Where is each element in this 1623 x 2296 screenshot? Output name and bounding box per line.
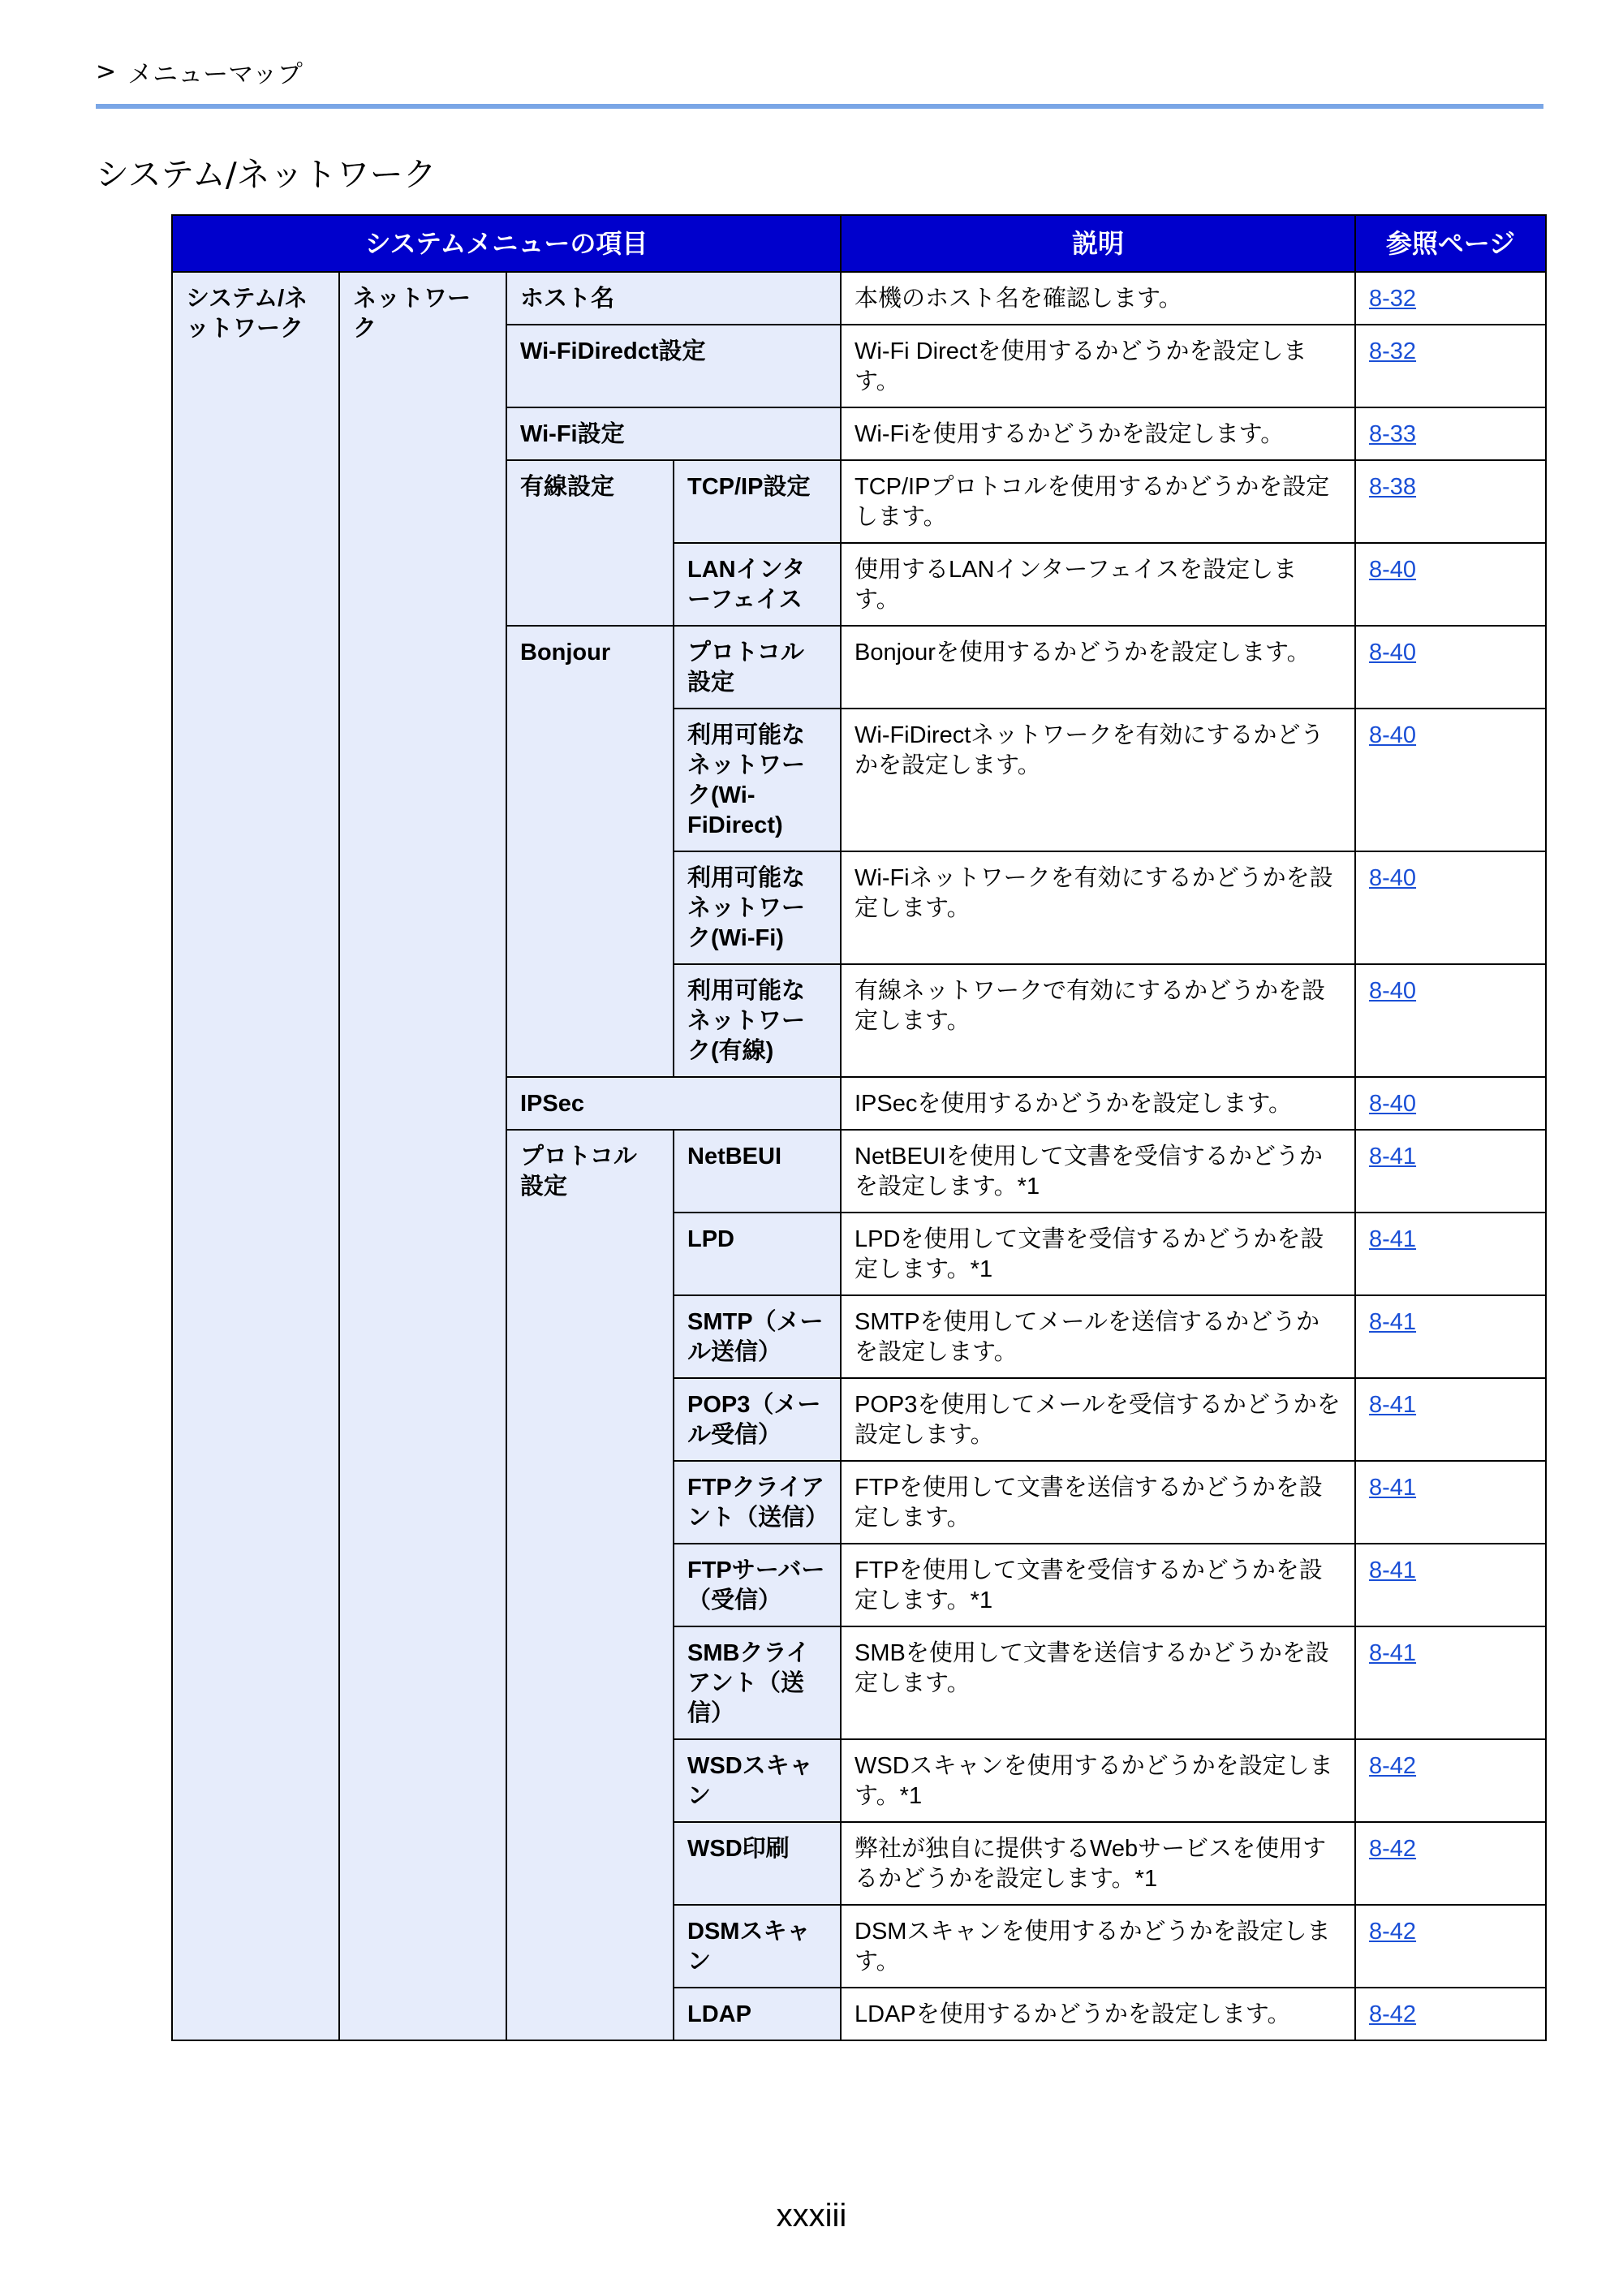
- reference-page-link[interactable]: 8-40: [1369, 865, 1417, 891]
- description-cell: Wi-FiDirectネットワークを有効にするかどうかを設定します。: [841, 709, 1355, 851]
- reference-page-link[interactable]: 8-40: [1369, 978, 1417, 1004]
- header-reference-page: 参照ページ: [1355, 215, 1546, 272]
- menu-level1-cell: システム/ネットワーク: [172, 272, 339, 2040]
- description-cell: Bonjourを使用するかどうかを設定します。: [841, 626, 1355, 709]
- submenu-item-cell: SMTP（メール送信）: [674, 1295, 841, 1378]
- header-menu-item: システムメニューの項目: [172, 215, 841, 272]
- submenu-item-cell: FTPサーバー（受信）: [674, 1544, 841, 1626]
- reference-page-link[interactable]: 8-41: [1369, 1475, 1417, 1501]
- reference-page-link[interactable]: 8-40: [1369, 557, 1417, 583]
- reference-page-cell: [1355, 964, 1546, 1077]
- reference-page-cell: [1355, 1988, 1546, 2040]
- description-cell: SMTPを使用してメールを送信するかどうかを設定します。: [841, 1295, 1355, 1378]
- reference-page-link[interactable]: 8-40: [1369, 1091, 1417, 1117]
- description-cell: Wi-Fi Directを使用するかどうかを設定します。: [841, 325, 1355, 407]
- submenu-item-cell: LDAP: [674, 1988, 841, 2040]
- menu-item-cell: Bonjour: [506, 626, 674, 1077]
- chevron-right-icon: >: [96, 58, 117, 86]
- reference-page-cell: [1355, 1822, 1546, 1905]
- description-cell: Wi-Fiを使用するかどうかを設定します。: [841, 407, 1355, 460]
- reference-page-link[interactable]: 8-32: [1369, 338, 1417, 364]
- submenu-item-cell: DSMスキャン: [674, 1905, 841, 1988]
- reference-page-cell: [1355, 1544, 1546, 1626]
- reference-page-link[interactable]: 8-41: [1369, 1640, 1417, 1666]
- submenu-item-cell: POP3（メール受信）: [674, 1378, 841, 1461]
- submenu-item-cell: FTPクライアント（送信）: [674, 1461, 841, 1544]
- menu-item-cell: 有線設定: [506, 460, 674, 626]
- reference-page-link[interactable]: 8-42: [1369, 1753, 1417, 1779]
- table-row: [172, 272, 1546, 325]
- reference-page-cell: [1355, 1626, 1546, 1739]
- reference-page-cell: [1355, 1739, 1546, 1822]
- reference-page-cell: [1355, 1077, 1546, 1130]
- description-cell: LPDを使用して文書を受信するかどうかを設定します。*1: [841, 1213, 1355, 1295]
- breadcrumb-label[interactable]: メニューマップ: [127, 60, 303, 89]
- description-cell: FTPを使用して文書を送信するかどうかを設定します。: [841, 1461, 1355, 1544]
- header-divider: [96, 104, 1543, 109]
- header-description: 説明: [841, 215, 1355, 272]
- reference-page-cell: [1355, 272, 1546, 325]
- reference-page-cell: [1355, 1378, 1546, 1461]
- description-cell: 弊社が独自に提供するWebサービスを使用するかどうかを設定します。*1: [841, 1822, 1355, 1905]
- reference-page-cell: [1355, 1130, 1546, 1213]
- submenu-item-cell: 利用可能なネットワーク(有線): [674, 964, 841, 1077]
- menu-map-body: [172, 272, 1546, 2040]
- reference-page-link[interactable]: 8-42: [1369, 1836, 1417, 1862]
- submenu-item-cell: 利用可能なネットワーク(Wi-FiDirect): [674, 709, 841, 851]
- reference-page-link[interactable]: 8-41: [1369, 1226, 1417, 1252]
- description-cell: LDAPを使用するかどうかを設定します。: [841, 1988, 1355, 2040]
- description-cell: NetBEUIを使用して文書を受信するかどうかを設定します。*1: [841, 1130, 1355, 1213]
- submenu-item-cell: WSD印刷: [674, 1822, 841, 1905]
- description-cell: 使用するLANインターフェイスを設定します。: [841, 543, 1355, 626]
- reference-page-cell: [1355, 407, 1546, 460]
- reference-page-cell: [1355, 1905, 1546, 1988]
- page-number: xxxiii: [776, 2198, 847, 2234]
- reference-page-link[interactable]: 8-42: [1369, 1919, 1417, 1945]
- submenu-item-cell: NetBEUI: [674, 1130, 841, 1213]
- description-cell: Wi-Fiネットワークを有効にするかどうかを設定します。: [841, 851, 1355, 964]
- submenu-item-cell: LANインターフェイス: [674, 543, 841, 626]
- reference-page-link[interactable]: 8-40: [1369, 722, 1417, 748]
- reference-page-link[interactable]: 8-32: [1369, 286, 1417, 312]
- reference-page-cell: [1355, 325, 1546, 407]
- description-cell: FTPを使用して文書を受信するかどうかを設定します。*1: [841, 1544, 1355, 1626]
- description-cell: 有線ネットワークで有効にするかどうかを設定します。: [841, 964, 1355, 1077]
- reference-page-cell: [1355, 460, 1546, 543]
- menu-map-table: [171, 214, 1547, 2041]
- submenu-item-cell: プロトコル設定: [674, 626, 841, 709]
- reference-page-cell: [1355, 626, 1546, 709]
- menu-item-cell: プロトコル設定: [506, 1130, 674, 2040]
- description-cell: DSMスキャンを使用するかどうかを設定します。: [841, 1905, 1355, 1988]
- menu-item-cell: ホスト名: [506, 272, 841, 325]
- reference-page-cell: [1355, 1295, 1546, 1378]
- description-cell: IPSecを使用するかどうかを設定します。: [841, 1077, 1355, 1130]
- reference-page-link[interactable]: 8-40: [1369, 640, 1417, 666]
- reference-page-link[interactable]: 8-42: [1369, 2001, 1417, 2027]
- reference-page-link[interactable]: 8-38: [1369, 474, 1417, 500]
- submenu-item-cell: LPD: [674, 1213, 841, 1295]
- submenu-item-cell: TCP/IP設定: [674, 460, 841, 543]
- submenu-item-cell: WSDスキャン: [674, 1739, 841, 1822]
- reference-page-cell: [1355, 1213, 1546, 1295]
- reference-page-cell: [1355, 851, 1546, 964]
- reference-page-cell: [1355, 709, 1546, 851]
- menu-item-cell: Wi-FiDiredct設定: [506, 325, 841, 407]
- section-title: システム/ネットワーク: [96, 155, 437, 194]
- description-cell: TCP/IPプロトコルを使用するかどうかを設定します。: [841, 460, 1355, 543]
- reference-page-link[interactable]: 8-33: [1369, 421, 1417, 447]
- reference-page-link[interactable]: 8-41: [1369, 1144, 1417, 1170]
- breadcrumb[interactable]: [96, 54, 303, 90]
- reference-page-cell: [1355, 1461, 1546, 1544]
- reference-page-link[interactable]: 8-41: [1369, 1557, 1417, 1583]
- menu-level2-cell: ネットワーク: [339, 272, 506, 2040]
- reference-page-cell: [1355, 543, 1546, 626]
- reference-page-link[interactable]: 8-41: [1369, 1309, 1417, 1335]
- description-cell: WSDスキャンを使用するかどうかを設定します。*1: [841, 1739, 1355, 1822]
- submenu-item-cell: SMBクライアント（送信）: [674, 1626, 841, 1739]
- menu-item-cell: Wi-Fi設定: [506, 407, 841, 460]
- submenu-item-cell: 利用可能なネットワーク(Wi-Fi): [674, 851, 841, 964]
- description-cell: SMBを使用して文書を送信するかどうかを設定します。: [841, 1626, 1355, 1739]
- menu-item-cell: IPSec: [506, 1077, 841, 1130]
- description-cell: POP3を使用してメールを受信するかどうかを設定します。: [841, 1378, 1355, 1461]
- description-cell: 本機のホスト名を確認します。: [841, 272, 1355, 325]
- reference-page-link[interactable]: 8-41: [1369, 1392, 1417, 1418]
